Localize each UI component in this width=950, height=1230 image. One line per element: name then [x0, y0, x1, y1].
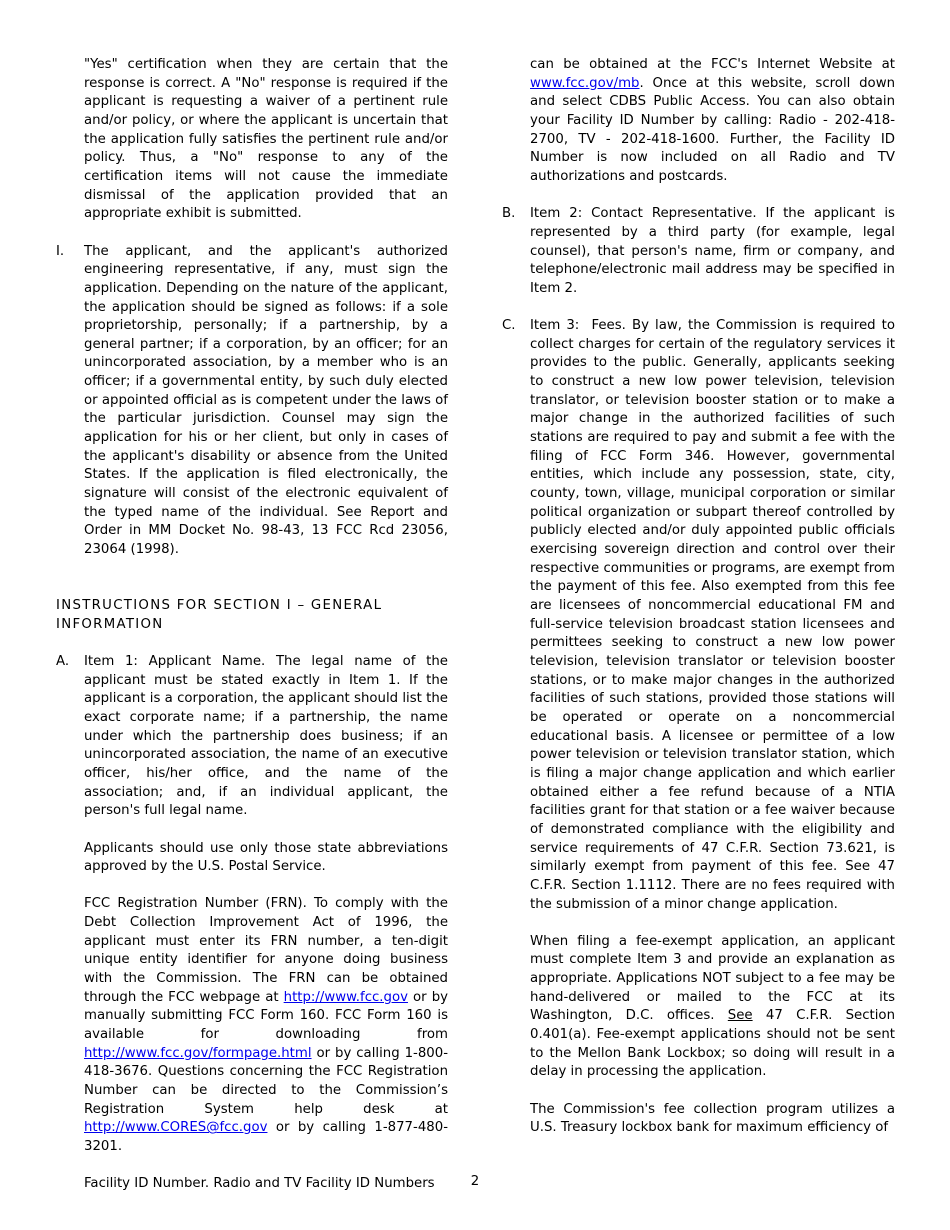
frn-text-2: or by manually submitting FCC Form 160. FCC Form 160 is available for downloading from — [84, 989, 449, 1043]
facility-text-2: . Once at this website, scroll down and select CDBS Public Access. You can also obtain your Facility ID Number by calling: Radio - 202-418-2700, TV - 202-418-1600. Further, the Facility ID Number is now included on all Radio and TV authorizations and postcards. — [530, 75, 895, 184]
item-b-contact-representative — [502, 205, 895, 298]
section-heading: INSTRUCTIONS FOR SECTION I – GENERAL INFORMATION — [56, 598, 383, 632]
item-b-text: If the applicant is represented by a third party (for example, legal counsel), that person's name, firm or company, and telephone/electronic mail address may be specified in Item 2. — [530, 206, 895, 296]
item-b-title: Item 2: Contact Representative. — [530, 206, 757, 222]
item-a-title: Item 1: Applicant Name. — [84, 653, 266, 669]
item-b-label: B. — [502, 206, 516, 222]
item-c-fees-word: Fees. — [591, 318, 626, 334]
item-i-lead: The applicant, and the applicant's authorized engineering representative, if any, must sign the — [84, 243, 448, 278]
frn-paragraph — [56, 895, 448, 1156]
frn-text-3: or by calling 1-800-418-3676. Questions concerning the FCC Registration Number can be directed to the Commission’s Registration System help desk at — [84, 1045, 449, 1117]
facility-text-1: can be obtained at the FCC's Internet Website at — [530, 57, 895, 72]
frn-text-4: or by calling 1-877-480-3201. — [84, 1120, 448, 1154]
fee-exempt-text-1: When filing a fee-exempt application, an applicant must complete Item 3 and provide an explanation as appropriate. Applications NOT subject to a fee may be hand-delivered or mailed to the FCC at its Washington, D.C. offices. — [530, 933, 895, 1024]
item-a-label: A. — [56, 653, 70, 669]
fcc-website-link[interactable]: http://www.fcc.gov — [283, 989, 408, 1005]
item-c-text: By law, the Commission is required to collect charges for certain of the regulatory services it provides to the public. Generally, applicants seeking to construct a new low power television, television translator, or television booster station or to make a major change in the authorized facilities of such stations are required to pay and submit a fee with the filing of FCC Form 346. However, governmental entities, which include any possession, state, city, county, town, village, municipal corporation or similar political organization or subpart thereof controlled by publicly elected and/or duly appointed public officials exercising sovereign direction and control over their respective communities or programs, are exempt from the payment of this fee. Also exempted from this fee are licensees of noncommercial educational FM and full-service television broadcast station licensees and permittees seeking to construct a new low power television, television translator or television booster stations, or to make major changes in the authorized facilities of such stations, provided those stations will be operated or operate on a noncommercial educational basis. A licensee or permittee of a low power television or television translator station, which is filing a major change application and which earlier obtained either a fee refund because of a NTIA facilities grant for that station or a fee waiver because of demonstrated compliance with the eligibility and service requirements of 47 C.F.R. Section 73.621, is similarly exempt from payment of this fee. See 47 C.F.R. Section 1.1112. There are no fees required with the submission of a minor change application. — [530, 318, 895, 912]
see-underlined: See — [727, 1008, 753, 1024]
item-a-applicant-name — [56, 653, 448, 821]
fcc-mb-link[interactable]: www.fcc.gov/mb — [530, 75, 640, 91]
right-column — [502, 56, 895, 1138]
item-a-text: The legal name of the applicant must be stated exactly in Item 1. If the applicant is a corporation, the applicant should list the exact corporate name; if a partnership, the name under which the partnership does business; if an unincorporated association, the name of an executive officer, his/her office, and the name of the association; and, if an individual applicant, the person's full legal name. — [84, 653, 448, 819]
certification-paragraph: "Yes" certification when they are certain that the response is correct. A "No" response is required if the applicant is requesting a waiver of a pertinent rule and/or policy, or where the applicant is uncertain that the application fully satisfies the pertinent rule and/or policy. Thus, a "No" response to any of the certification items will not cause the immediate dismissal of the application provided that an appropriate exhibit is submitted. — [84, 57, 448, 222]
lockbox-paragraph: The Commission's fee collection program utilizes a U.S. Treasury lockbox bank for maximum efficiency of — [530, 1101, 895, 1136]
item-i-text: application. Depending on the nature of the applicant, the application should be signed as follows: if a sole proprietorship, personally; if a partnership, by a general partner; if a corporation, by an officer; for an unincorporated association, by a member who is an officer; if a governmental entity, by such duly elected or appointed official as is competent under the laws of the particular jurisdiction. Counsel may sign the application for his or her client, but only in cases of the applicant's disability or absence from the United States. If the application is filed electronically, the signature will consist of the electronic equivalent of the typed name of the individual. See Report and Order in MM Docket No. 98-43, 13 FCC Rcd 23056, 23064 (1998). — [84, 280, 448, 558]
page-number: 2 — [470, 1174, 480, 1189]
item-i-label: I. — [56, 243, 65, 259]
formpage-link[interactable]: http://www.fcc.gov/formpage.html — [84, 1045, 312, 1061]
facility-id-paragraph-cont — [502, 56, 895, 187]
item-c-label: C. — [502, 318, 516, 334]
item-c-title: Item 3: — [530, 318, 580, 334]
item-i-signature — [56, 243, 448, 560]
fee-exempt-paragraph — [502, 933, 895, 1082]
cores-link[interactable]: http://www.CORES@fcc.gov — [84, 1120, 268, 1136]
state-abbreviations-paragraph: Applicants should use only those state abbreviations approved by the U.S. Postal Service. — [84, 840, 448, 875]
fee-exempt-text-2: 47 C.F.R. Section 0.401(a). Fee-exempt applications should not be sent to the Mellon Bank Lockbox; so doing will result in a delay in processing the application. — [530, 1008, 895, 1080]
facility-id-paragraph-start: Facility ID Number. Radio and TV Facility ID Numbers — [84, 1176, 435, 1192]
item-c-fees — [502, 317, 895, 914]
frn-text-1: FCC Registration Number (FRN). To comply with the Debt Collection Improvement Act of 1996, the applicant must enter its FRN number, a ten-digit unique entity identifier for anyone doing business with the Commission. The FRN can be obtained through the FCC webpage at — [84, 896, 448, 1005]
left-column — [56, 56, 448, 1194]
